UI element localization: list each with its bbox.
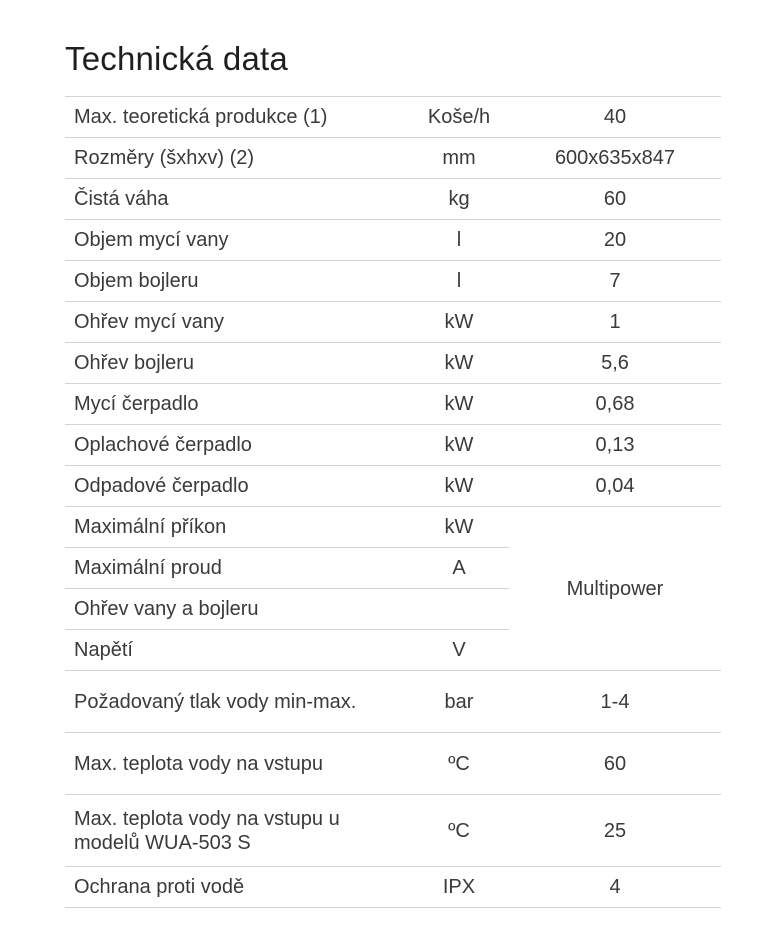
table-row	[65, 261, 721, 302]
row-value: 5,6	[509, 343, 721, 384]
row-unit: kW	[409, 384, 509, 425]
row-label: Ohřev bojleru	[65, 343, 409, 384]
row-unit	[409, 589, 509, 630]
row-unit: ºC	[409, 733, 509, 795]
table-row	[65, 179, 721, 220]
row-label: Napětí	[65, 630, 409, 671]
row-unit: kW	[409, 343, 509, 384]
row-label: Objem mycí vany	[65, 220, 409, 261]
row-value: 60	[509, 733, 721, 795]
row-label: Objem bojleru	[65, 261, 409, 302]
row-value: 0,13	[509, 425, 721, 466]
row-value: 7	[509, 261, 721, 302]
row-label: Maximální proud	[65, 548, 409, 589]
table-row	[65, 384, 721, 425]
row-label: Max. teplota vody na vstupu	[65, 733, 409, 795]
row-value: 0,68	[509, 384, 721, 425]
row-unit: kW	[409, 302, 509, 343]
table-row	[65, 425, 721, 466]
page-title: Technická data	[65, 40, 288, 77]
row-value: 0,04	[509, 466, 721, 507]
table-row	[65, 671, 721, 733]
table-row	[65, 220, 721, 261]
row-value: 1	[509, 302, 721, 343]
row-label: Požadovaný tlak vody min-max.	[65, 671, 409, 733]
row-unit: kW	[409, 466, 509, 507]
merged-value: Multipower	[509, 507, 721, 671]
table-row	[65, 343, 721, 384]
row-unit: kg	[409, 179, 509, 220]
table-row	[65, 867, 721, 908]
row-label: Oplachové čerpadlo	[65, 425, 409, 466]
row-unit: bar	[409, 671, 509, 733]
row-value: 4	[509, 867, 721, 908]
row-label: Mycí čerpadlo	[65, 384, 409, 425]
row-label: Rozměry (šxhxv) (2)	[65, 138, 409, 179]
row-value: 20	[509, 220, 721, 261]
row-value: 60	[509, 179, 721, 220]
row-label: Max. teoretická produkce (1)	[65, 97, 409, 138]
row-unit: Koše/h	[409, 97, 509, 138]
table-row	[65, 733, 721, 795]
row-unit: IPX	[409, 867, 509, 908]
row-value: 25	[509, 795, 721, 867]
row-label: Odpadové čerpadlo	[65, 466, 409, 507]
spec-table	[65, 96, 721, 908]
table-row	[65, 507, 721, 548]
row-unit: kW	[409, 507, 509, 548]
table-row	[65, 466, 721, 507]
row-label: Ohřev vany a bojleru	[65, 589, 409, 630]
row-unit: l	[409, 261, 509, 302]
table-row	[65, 97, 721, 138]
row-unit: mm	[409, 138, 509, 179]
row-unit: kW	[409, 425, 509, 466]
row-label: Čistá váha	[65, 179, 409, 220]
row-value: 600x635x847	[509, 138, 721, 179]
row-label: Ochrana proti vodě	[65, 867, 409, 908]
row-unit: A	[409, 548, 509, 589]
row-value: 40	[509, 97, 721, 138]
row-unit: V	[409, 630, 509, 671]
row-label: Maximální příkon	[65, 507, 409, 548]
row-unit: ºC	[409, 795, 509, 867]
table-row	[65, 138, 721, 179]
row-unit: l	[409, 220, 509, 261]
row-label: Max. teplota vody na vstupu u modelů WUA-503 S	[65, 795, 409, 867]
table-row	[65, 302, 721, 343]
table-row	[65, 795, 721, 867]
row-value: 1-4	[509, 671, 721, 733]
row-label: Ohřev mycí vany	[65, 302, 409, 343]
